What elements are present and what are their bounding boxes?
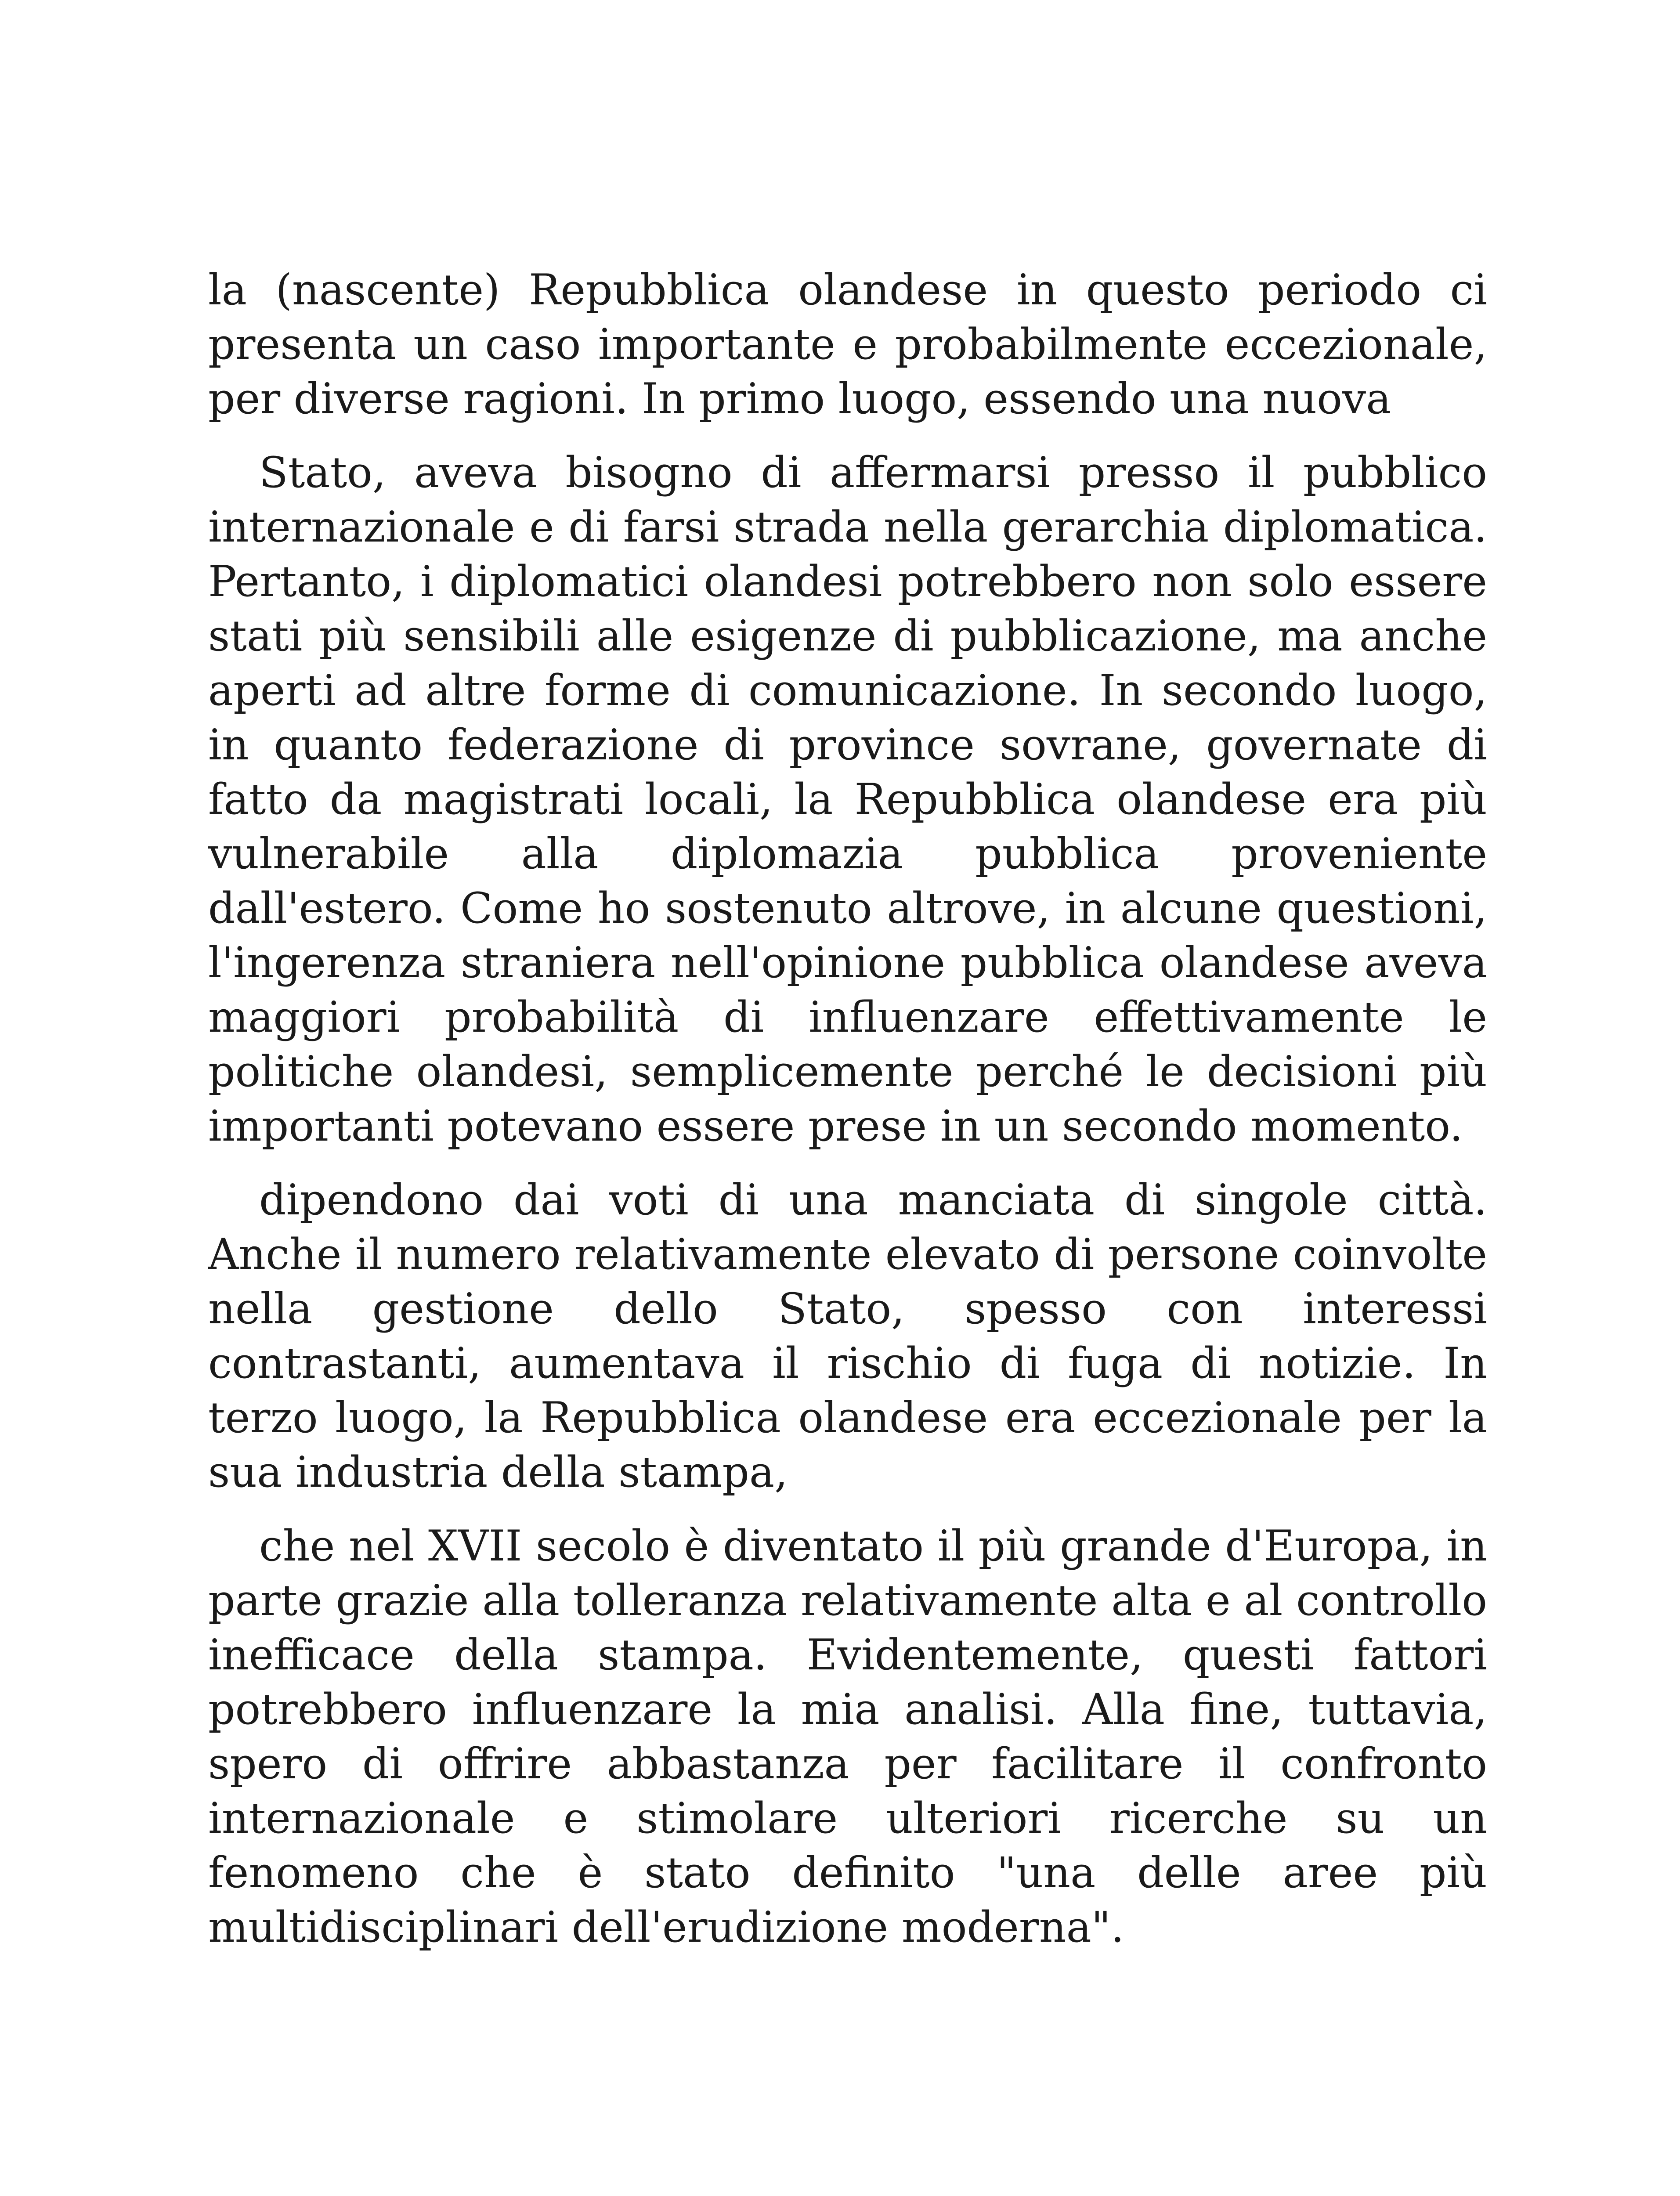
paragraph-3: dipendono dai voti di una manciata di singole città. Anche il numero relativamente elevato di persone coinvolte nella gestione dello Stato, spesso con interessi contrastanti, aumentava il rischio di fuga di notizie. In terzo luogo, la Repubblica olandese era eccezionale per la sua industria della stampa,	[208, 1175, 1487, 1497]
paragraph-1: la (nascente) Repubblica olandese in questo periodo ci presenta un caso importante e probabilmente eccezionale, per diverse ragioni. In primo luogo, essendo una nuova	[208, 265, 1487, 423]
paragraph-2: Stato, aveva bisogno di affermarsi presso il pubblico internazionale e di farsi strada nella gerarchia diplomatica. Pertanto, i diplomatici olandesi potrebbero non solo essere stati più sensibili alle esigenze di pubblicazione, ma anche aperti ad altre forme di comunicazione. In secondo luogo, in quanto federazione di province sovrane, governate di fatto da magistrati locali, la Repubblica olandese era più vulnerabile alla diplomazia pubblica proveniente dall'estero. Come ho sostenuto altrove, in alcune questioni, l'ingerenza straniera nell'opinione pubblica olandese aveva maggiori probabilità di influenzare effettivamente le politiche olandesi, semplicemente perché le decisioni più importanti potevano essere prese in un secondo momento.	[208, 448, 1487, 1151]
paragraph-4: che nel XVII secolo è diventato il più grande d'Europa, in parte grazie alla tolleranza relativamente alta e al controllo inefficace della stampa. Evidentemente, questi fattori potrebbero influenzare la mia analisi. Alla fine, tuttavia, spero di offrire abbastanza per facilitare il confronto internazionale e stimolare ulteriori ricerche su un fenomeno che è stato definito "una delle aree più multidisciplinari dell'erudizione moderna".	[208, 1521, 1487, 1952]
body-text	[208, 263, 1487, 1974]
